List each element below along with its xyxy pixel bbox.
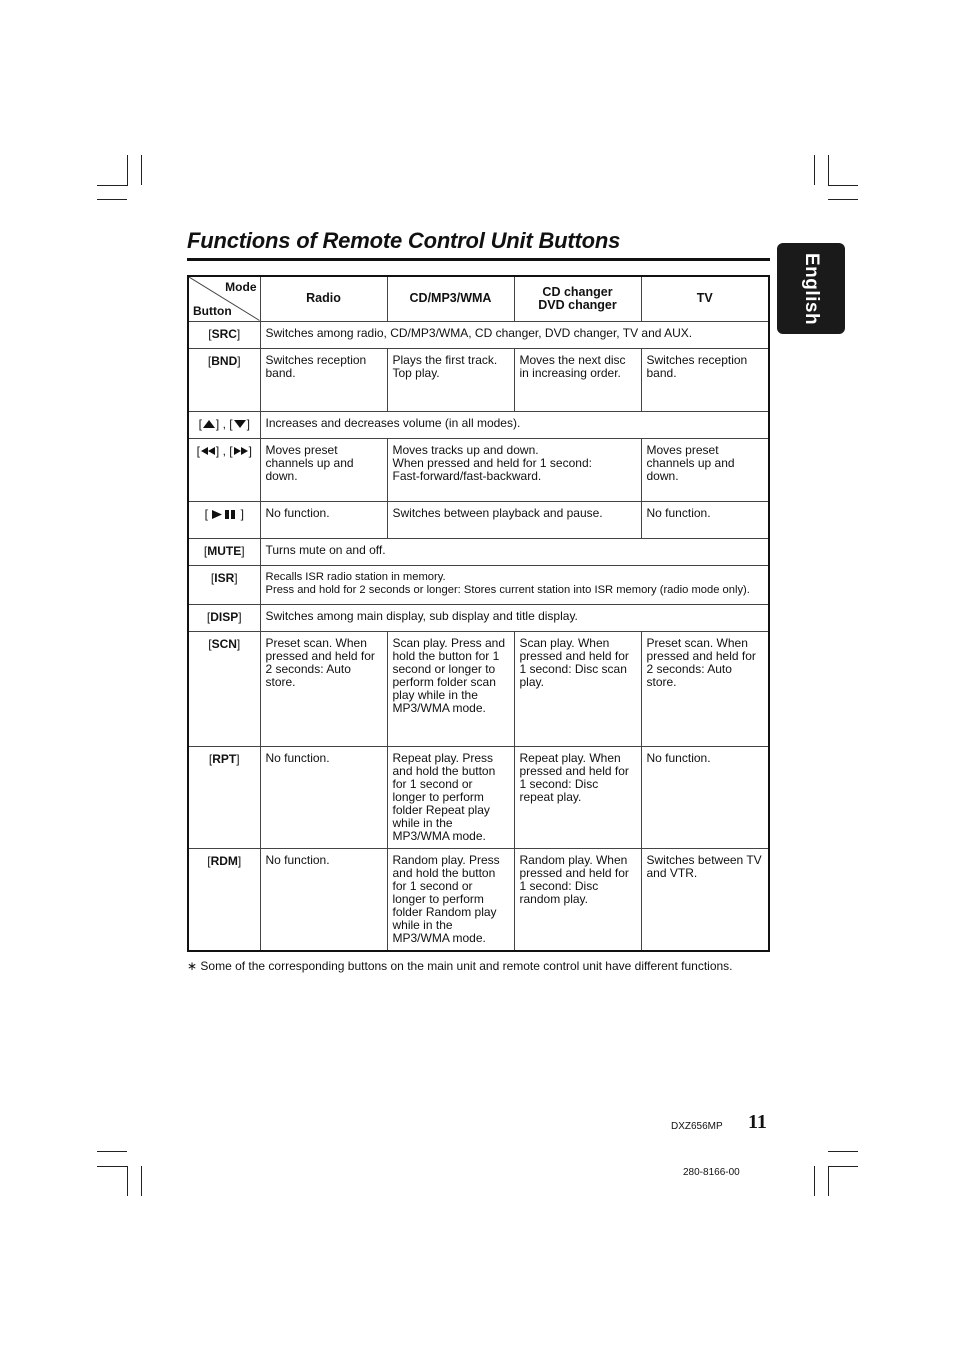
table-row-volume xyxy=(188,411,769,438)
table-row-play-pause xyxy=(188,501,769,538)
track-cd-line2: When pressed and held for 1 second: xyxy=(392,455,592,470)
crop-mark xyxy=(814,1166,815,1196)
previous-track-icon xyxy=(200,446,216,456)
track-cd-changer xyxy=(387,438,641,501)
bnd-changer: Moves the next disc in increasing order. xyxy=(514,348,641,411)
track-tv: Moves preset channels up and down. xyxy=(641,438,769,501)
button-scn-label: SCN xyxy=(211,636,237,651)
table-row-bnd xyxy=(188,348,769,411)
button-scn: [SCN] xyxy=(188,631,260,746)
rdm-radio: No function. xyxy=(260,848,387,951)
isr-line2: Press and hold for 2 seconds or longer: Stores current station into ISR memory (radio mode only). xyxy=(265,583,750,596)
isr-description xyxy=(260,565,769,604)
model-number: DXZ656MP xyxy=(671,1121,723,1132)
crop-mark xyxy=(97,1166,128,1167)
mode-label: Mode xyxy=(225,280,257,294)
crop-mark xyxy=(828,155,829,185)
bnd-cd: Plays the first track. Top play. xyxy=(387,348,514,411)
isr-line1: Recalls ISR radio station in memory. xyxy=(265,570,446,583)
button-rpt: [RPT] xyxy=(188,746,260,848)
play-pause-icon xyxy=(211,509,237,520)
button-rdm: [RDM] xyxy=(188,848,260,951)
table-row-src xyxy=(188,321,769,348)
header-tv: TV xyxy=(641,276,769,321)
volume-description: Increases and decreases volume (in all modes). xyxy=(260,411,769,438)
crop-mark xyxy=(97,199,127,200)
function-table xyxy=(187,275,770,952)
button-isr: [ISR] xyxy=(188,565,260,604)
header-changer xyxy=(514,276,641,321)
header-changer-line1: CD changer xyxy=(542,284,613,299)
crop-mark xyxy=(828,199,858,200)
play-tv: No function. xyxy=(641,501,769,538)
button-src-label: SRC xyxy=(211,326,237,341)
crop-mark xyxy=(814,155,815,185)
crop-mark xyxy=(97,185,128,186)
rdm-changer: Random play. When pressed and held for 1 second: Disc random play. xyxy=(514,848,641,951)
up-triangle-icon xyxy=(202,419,216,429)
rdm-cd: Random play. Press and hold the button for 1 second or longer to perform folder Random play while in the MP3/WMA mode. xyxy=(387,848,514,951)
disp-description: Switches among main display, sub display and title display. xyxy=(260,604,769,631)
button-disp: [DISP] xyxy=(188,604,260,631)
rdm-tv: Switches between TV and VTR. xyxy=(641,848,769,951)
play-cd-changer: Switches between playback and pause. xyxy=(387,501,641,538)
crop-mark xyxy=(828,185,858,186)
scn-tv: Preset scan. When pressed and held for 2 seconds: Auto store. xyxy=(641,631,769,746)
track-radio: Moves preset channels up and down. xyxy=(260,438,387,501)
table-row-track xyxy=(188,438,769,501)
bnd-tv: Switches reception band. xyxy=(641,348,769,411)
down-triangle-icon xyxy=(233,419,247,429)
part-number: 280-8166-00 xyxy=(683,1167,740,1178)
crop-mark xyxy=(127,1166,128,1196)
scn-changer: Scan play. When pressed and held for 1 second: Disc scan play. xyxy=(514,631,641,746)
crop-mark xyxy=(97,1151,127,1152)
track-cd-line3: Fast-forward/fast-backward. xyxy=(392,468,542,483)
rpt-changer: Repeat play. When pressed and held for 1 second: Disc repeat play. xyxy=(514,746,641,848)
footnote: ∗ Some of the corresponding buttons on the main unit and remote control unit have different functions. xyxy=(187,959,733,973)
mute-description: Turns mute on and off. xyxy=(260,538,769,565)
play-radio: No function. xyxy=(260,501,387,538)
button-mute: [MUTE] xyxy=(188,538,260,565)
crop-mark xyxy=(127,155,128,185)
rpt-cd: Repeat play. Press and hold the button for 1 second or longer to perform folder Repeat play while in the MP3/WMA mode. xyxy=(387,746,514,848)
language-tab xyxy=(777,243,845,334)
header-changer-line2: DVD changer xyxy=(538,297,617,312)
scn-radio: Preset scan. When pressed and held for 2 seconds: Auto store. xyxy=(260,631,387,746)
title-rule xyxy=(187,258,770,261)
rpt-tv: No function. xyxy=(641,746,769,848)
button-rpt-label: RPT xyxy=(212,751,237,766)
bnd-radio: Switches reception band. xyxy=(260,348,387,411)
language-tab-label: English xyxy=(801,252,822,325)
table-row-scn xyxy=(188,631,769,746)
button-play-pause: [ ] xyxy=(188,501,260,538)
table-row-disp xyxy=(188,604,769,631)
rpt-radio: No function. xyxy=(260,746,387,848)
table-row-rpt xyxy=(188,746,769,848)
button-bnd-label: BND xyxy=(211,353,238,368)
next-track-icon xyxy=(233,446,249,456)
crop-mark xyxy=(828,1151,858,1152)
header-radio: Radio xyxy=(260,276,387,321)
table-row-isr xyxy=(188,565,769,604)
crop-mark xyxy=(828,1166,858,1167)
button-disp-label: DISP xyxy=(210,609,239,624)
button-track: [ ] , [ ] xyxy=(188,438,260,501)
button-volume: [ ] , [ ] xyxy=(188,411,260,438)
crop-mark xyxy=(141,1166,142,1196)
button-rdm-label: RDM xyxy=(210,853,238,868)
table-row-mute xyxy=(188,538,769,565)
table-header-row xyxy=(188,276,769,321)
mode-button-header xyxy=(188,276,260,321)
track-cd-line1: Moves tracks up and down. xyxy=(392,442,539,457)
page-number: 11 xyxy=(748,1111,767,1133)
button-isr-label: ISR xyxy=(214,570,235,585)
header-cd: CD/MP3/WMA xyxy=(387,276,514,321)
button-label: Button xyxy=(193,303,232,318)
src-description: Switches among radio, CD/MP3/WMA, CD changer, DVD changer, TV and AUX. xyxy=(260,321,769,348)
table-row-rdm xyxy=(188,848,769,951)
scn-cd: Scan play. Press and hold the button for 1 second or longer to perform folder scan play while in the MP3/WMA mode. xyxy=(387,631,514,746)
button-src: [SRC] xyxy=(188,321,260,348)
button-mute-label: MUTE xyxy=(207,543,242,558)
page-title: Functions of Remote Control Unit Buttons xyxy=(187,228,621,253)
crop-mark xyxy=(141,155,142,185)
button-bnd: [BND] xyxy=(188,348,260,411)
crop-mark xyxy=(828,1166,829,1196)
